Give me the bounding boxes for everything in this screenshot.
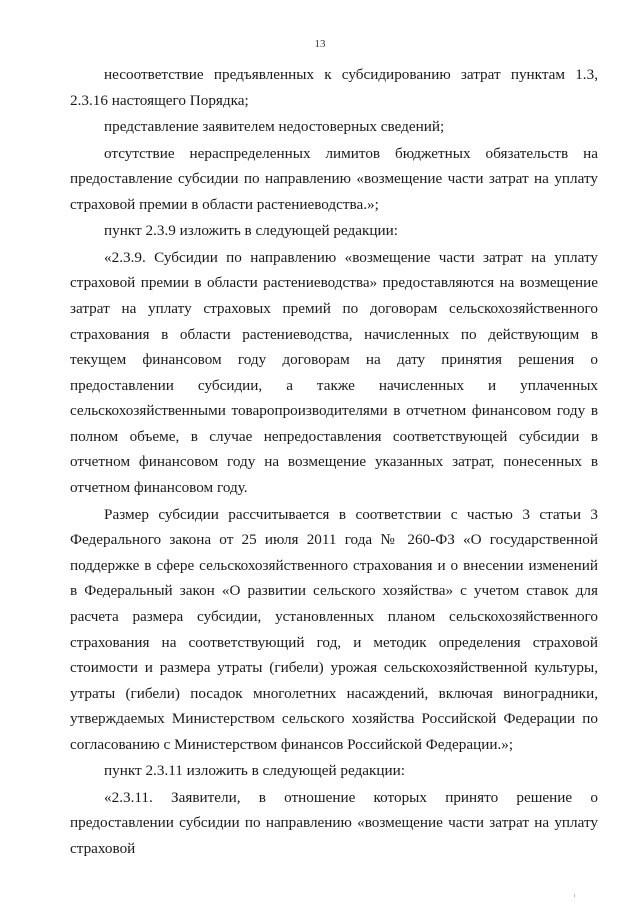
paragraph-no-limits: отсутствие нераспределенных лимитов бюджетных обязательств на предоставление субсидии по направлению «возмещение части затрат на уплату страховой премии в области растениеводства.»; [70, 144, 598, 213]
paragraph-mismatch-costs: несоответствие предъявленных к субсидированию затрат пунктам 1.3, 2.3.16 настоящего Порядка; [70, 66, 598, 109]
page-number: 13 [314, 38, 326, 50]
paragraph-false-info: представление заявителем недостоверных сведений; [104, 118, 445, 136]
scan-speck [574, 894, 575, 897]
paragraph-clause-2-3-11-text: «2.3.11. Заявители, в отношение которых принято решение о предоставлении субсидии по направлению «возмещение части затрат на уплату страховой [70, 788, 598, 858]
paragraph-subsidy-size: Размер субсидии рассчитывается в соответствии с частью 3 статьи 3 Федерального закона от 25 июля 2011 года № 260-ФЗ «О государственной поддержке в сфере сельскохозяйственного страхования и о внесении изменений в Федеральный закон «О развитии сельского хозяйства» с учетом ставок для расчета размера субсидии, установленных планом сельскохозяйственного страхования на соответствующий год, и методик определения страховой стоимости и размера утраты (гибели) урожая сельскохозяйственной культуры, утраты (гибели) посадок многолетних насаждений, включая виноградники, утверждаемых Министерством сельского хозяйства Российской Федерации по согласованию с Министерством финансов Российской Федерации.»; [70, 505, 598, 753]
paragraph-clause-2-3-9-text: «2.3.9. Субсидии по направлению «возмещение части затрат на уплату страховой премии в области растениеводства» предоставляются на возмещение затрат на уплату страховых премий по договорам сельскохозяйственного страхования в области растениеводства, начисленных по действующим в текущем финансовом году договорам на дату принятия решения о предоставлении субсидии, а также начисленных и уплаченных сельскохозяйственными товаропроизводителями в отчетном финансовом году в полном объеме, в случае непредоставления соответствующей субсидии в отчетном финансовом году на возмещение указанных затрат, понесенных в отчетном финансовом году. [70, 248, 598, 497]
document-body [70, 62, 598, 862]
paragraph-clause-2-3-11-heading: пункт 2.3.11 изложить в следующей редакции: [104, 762, 406, 780]
paragraph-clause-2-3-9-heading: пункт 2.3.9 изложить в следующей редакции: [104, 222, 398, 240]
